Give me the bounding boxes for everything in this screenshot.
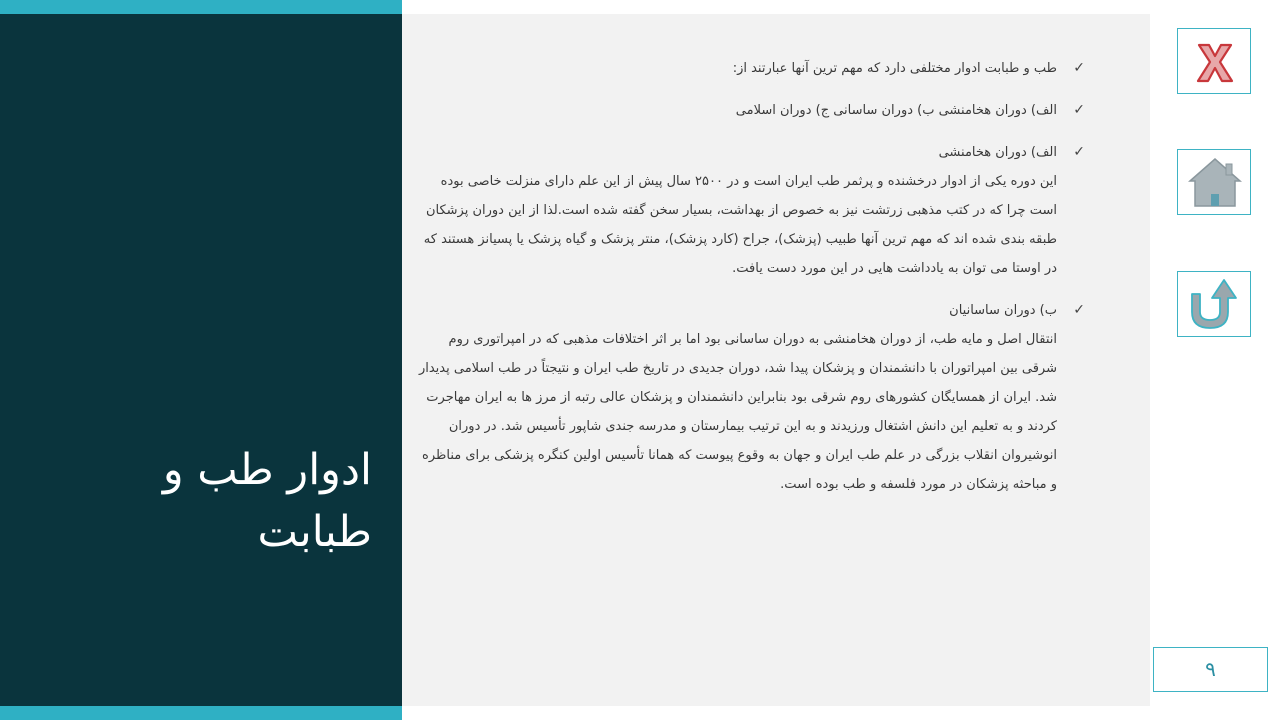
bullet-heading: ب) دوران ساسانیان [949, 303, 1057, 318]
home-icon [1178, 150, 1252, 216]
slide-title-line-2: طبابت [257, 507, 372, 557]
title-panel [0, 14, 402, 706]
bullet-list [415, 54, 1087, 499]
checkmark-icon: ✓ [1073, 144, 1085, 160]
home-button[interactable] [1177, 149, 1251, 215]
bottom-accent-bar [0, 706, 402, 720]
back-button[interactable] [1177, 271, 1251, 337]
bullet-item [415, 54, 1087, 83]
back-arrow-icon [1178, 272, 1252, 338]
slide-title [110, 439, 372, 563]
checkmark-icon: ✓ [1073, 302, 1085, 318]
bullet-paragraph: انتقال اصل و مایه طب، از دوران هخامنشی به دوران ساسانی بود اما بر اثر اختلافات مذهبی که در امپراتوری روم شرقی بین امپراتوران با دانشمندان و پزشکان پیدا شد، دوران جدیدی در تاریخ طب ایران و نتیجتاً در طب اسلامی پدیدار شد. ایران از همسایگان کشورهای روم شرقی بود بنابراین دانشمندان و پزشکان عالی رتبه از مرز ها به ایران مهاجرت کردند و به تعلیم این دانش اشتغال ورزیدند و به این ترتیب بیمارستان و مدرسه جندی شاپور تأسیس شد. در دوران انوشیروان انقلاب بزرگی در علم طب ایران و جهان به وقوع پیوست که همانا تأسیس اولین کنگره پزشکی برای مناظره و مباحثه پزشکان در مورد فلسفه و طب بوده است. [418, 332, 1057, 492]
bullet-text: طب و طبابت ادوار مختلفی دارد که مهم ترین آنها عبارتند از: [732, 61, 1057, 76]
checkmark-icon: ✓ [1073, 60, 1085, 76]
close-icon [1178, 29, 1252, 95]
close-button[interactable] [1177, 28, 1251, 94]
top-accent-bar [0, 0, 402, 14]
slide-title-line-1: ادوار طب و [162, 445, 372, 495]
bullet-item [415, 296, 1087, 499]
bullet-item [415, 138, 1087, 283]
page-number: ۹ [1153, 647, 1268, 692]
bullet-item [415, 96, 1087, 125]
bullet-text: الف) دوران هخامنشی ب) دوران ساسانی ج) دوران اسلامی [735, 103, 1057, 118]
bullet-heading: الف) دوران هخامنشی [938, 145, 1057, 160]
bullet-paragraph: این دوره یکی از ادوار درخشنده و پرثمر طب ایران است و در ۲۵۰۰ سال پیش از این علم دارای منزلت خاصی بوده است چرا که در کتب مذهبی زرتشت نیز به خصوص از بهداشت، بسیار سخن گفته شده است.لذا از این دوران پزشکان طبقه بندی شده اند که مهم ترین آنها طبیب (پزشک)، جراح (کارد پزشک)، منتر پزشک و گیاه پزشک یا پسیانز هستند که در اوستا می توان به یادداشت هایی در این مورد دست یافت. [423, 174, 1057, 276]
checkmark-icon: ✓ [1073, 102, 1085, 118]
